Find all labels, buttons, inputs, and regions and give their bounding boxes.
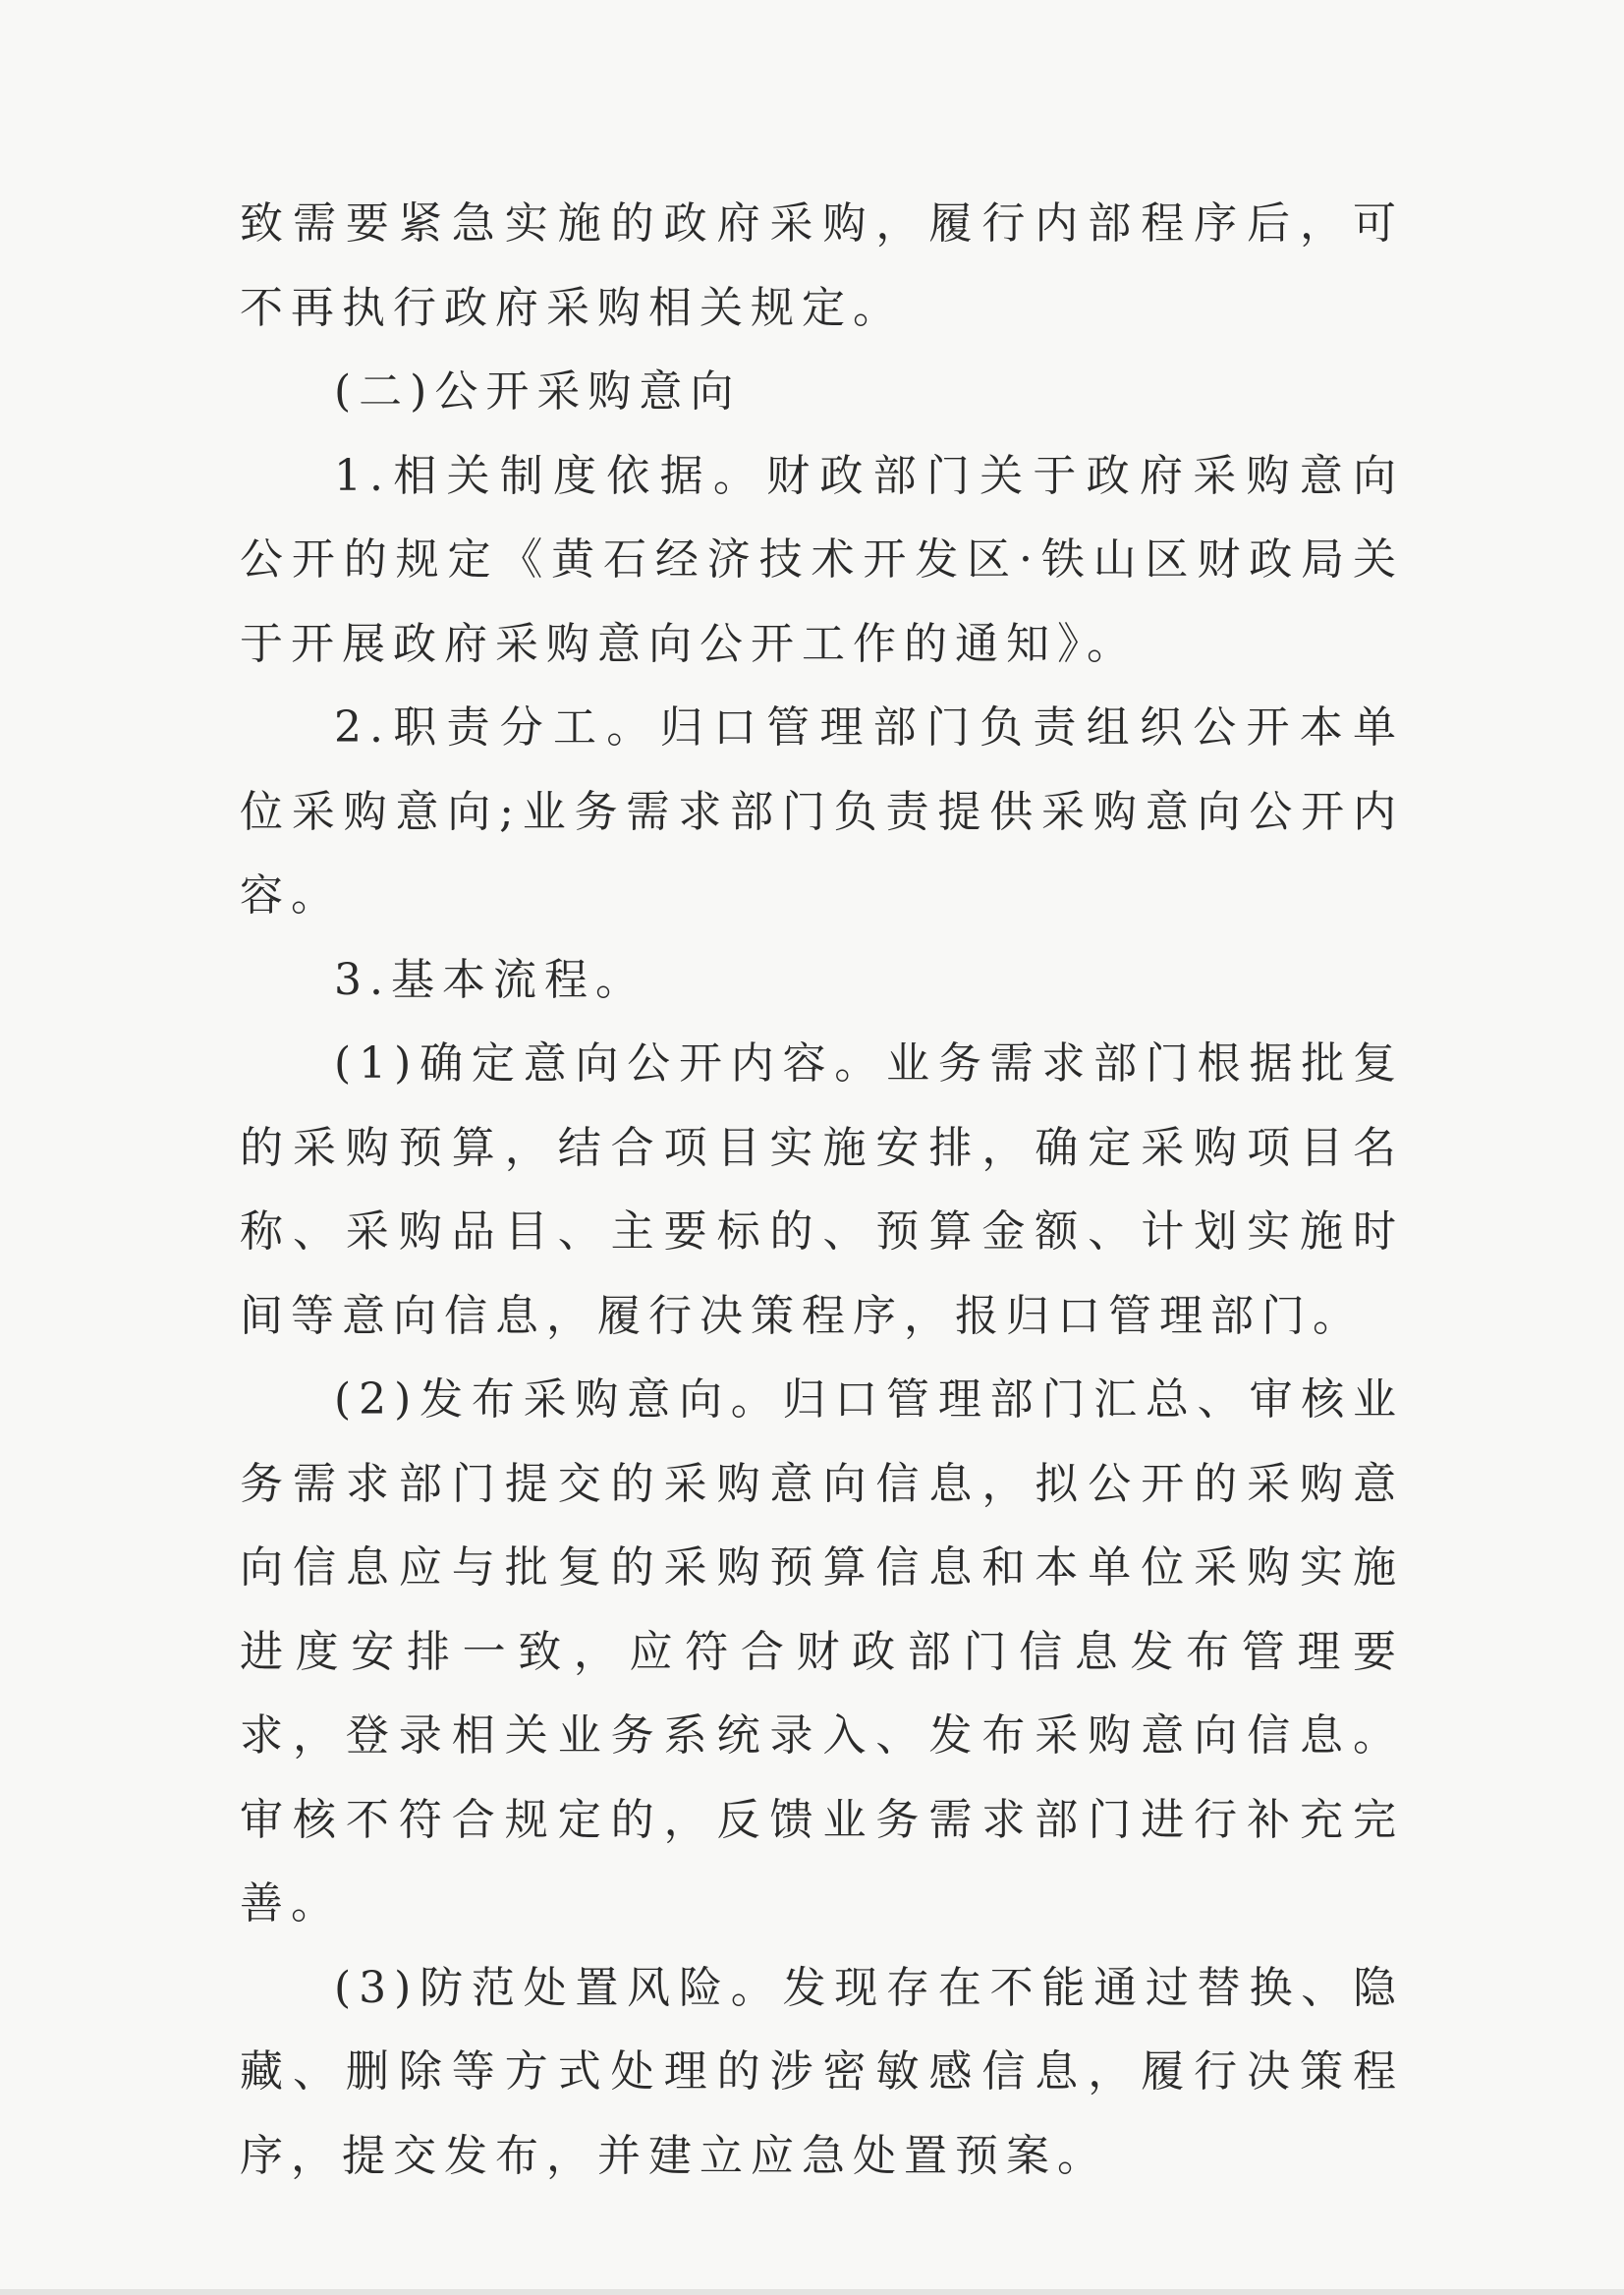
paragraph-determine-intent-content: (1)确定意向公开内容。业务需求部门根据批复的采购预算，结合项目实施安排，确定采购项目名称、采购品目、主要标的、预算金额、计划实施时间等意向信息，履行决策程序，报归口管理部门。: [240, 1038, 1404, 1341]
paragraph-risk-prevention: (3)防范处置风险。发现存在不能通过替换、隐藏、删除等方式处理的涉密敏感信息，履行决策程序，提交发布，并建立应急处置预案。: [240, 1962, 1404, 2181]
paragraph-publish-procurement-intent: (2)发布采购意向。归口管理部门汇总、审核业务需求部门提交的采购意向信息，拟公开的采购意向信息应与批复的采购预算信息和本单位采购实施进度安排一致，应符合财政部门信息发布管理要求，登录相关业务系统录入、发布采购意向信息。审核不符合规定的，反馈业务需求部门进行补充完善。: [240, 1374, 1404, 1929]
document-body: [240, 182, 1404, 2198]
section-heading-public-procurement-intent: (二)公开采购意向: [334, 366, 742, 417]
paragraph-basic-process: 3.基本流程。: [334, 954, 646, 1005]
paragraph-responsibility-division: 2.职责分工。归口管理部门负责组织公开本单位采购意向;业务需求部门负责提供采购意向公开内容。: [240, 702, 1404, 921]
page-bottom-edge: [0, 2289, 1624, 2295]
paragraph-continuation: 致需要紧急实施的政府采购，履行内部程序后，可不再执行政府采购相关规定。: [240, 198, 1404, 333]
paragraph-regulatory-basis: 1.相关制度依据。财政部门关于政府采购意向公开的规定《黄石经济技术开发区·铁山区财政局关于开展政府采购意向公开工作的通知》。: [240, 450, 1404, 669]
